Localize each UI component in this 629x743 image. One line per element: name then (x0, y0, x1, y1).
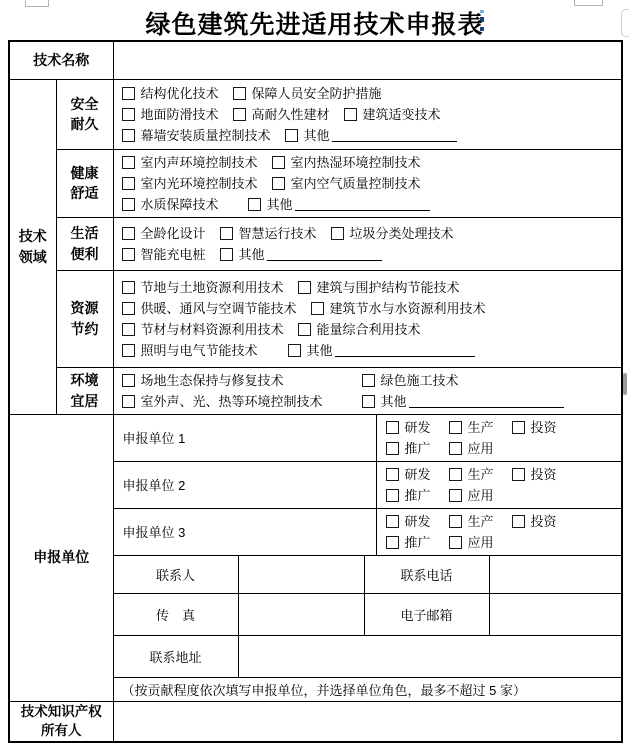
category-label-resource-saving: 资源 节约 (56, 270, 113, 367)
checkbox-icon[interactable] (122, 87, 135, 100)
checkbox-icon[interactable] (449, 442, 462, 455)
checkbox-label: 推广 (404, 534, 431, 550)
checkbox-label: 室内光环境控制技术 (140, 175, 258, 191)
checkbox-option[interactable] (122, 391, 348, 412)
category-row-environment (9, 367, 622, 414)
checkbox-option[interactable] (449, 485, 494, 506)
checkbox-option[interactable] (386, 417, 431, 438)
checkbox-option[interactable] (272, 152, 421, 173)
checkbox-icon[interactable] (233, 87, 246, 100)
checkbox-option[interactable] (386, 464, 431, 485)
category-row-resource (9, 270, 622, 367)
checkbox-icon[interactable] (449, 468, 462, 481)
checkbox-label: 垃圾分类处理技术 (349, 225, 454, 241)
checkbox-label: 供暖、通风与空调节能技术 (140, 300, 297, 316)
checkbox-option[interactable] (122, 152, 258, 173)
checkbox-icon[interactable] (386, 442, 399, 455)
checkbox-option[interactable] (386, 532, 431, 553)
unit-2-name-cell[interactable]: 申报单位 2 (113, 461, 376, 508)
checkbox-icon[interactable] (233, 108, 246, 121)
checkbox-option[interactable] (512, 511, 557, 532)
checkbox-icon[interactable] (122, 302, 135, 315)
checkbox-option[interactable] (512, 417, 557, 438)
checkbox-label: 推广 (404, 487, 431, 503)
checkbox-icon[interactable] (449, 515, 462, 528)
checkbox-label: 应用 (467, 534, 494, 550)
checkbox-label: 研发 (404, 513, 431, 529)
checkbox-option[interactable] (386, 511, 431, 532)
checkbox-label: 节材与材料资源利用技术 (140, 321, 284, 337)
units-label: 申报单位 (9, 414, 113, 701)
checkbox-label: 地面防滑技术 (140, 106, 219, 122)
checkbox-label: 研发 (404, 466, 431, 482)
unit-3-roles-cell (376, 508, 622, 555)
category-label-health-comfort: 健康 舒适 (56, 149, 113, 217)
checkbox-label: 研发 (404, 419, 431, 435)
checkbox-label: 其他 (306, 342, 333, 358)
checkbox-icon[interactable] (122, 344, 135, 357)
checkbox-icon[interactable] (122, 129, 135, 142)
checkbox-label: 投资 (530, 419, 557, 435)
checkbox-icon[interactable] (512, 421, 525, 434)
checkbox-label: 场地生态保持与修复技术 (140, 372, 284, 388)
checkbox-label: 室内声环境控制技术 (140, 154, 258, 170)
fill-in-blank[interactable] (267, 247, 382, 261)
checkbox-icon[interactable] (449, 421, 462, 434)
contact-phone-label: 联系电话 (364, 555, 489, 593)
category-options-environment (113, 367, 622, 414)
category-options-convenience (113, 217, 622, 270)
checkbox-option[interactable] (233, 104, 330, 125)
checkbox-option[interactable] (122, 125, 271, 146)
checkbox-option[interactable] (344, 104, 441, 125)
checkbox-label: 建筑适变技术 (362, 106, 441, 122)
checkbox-icon[interactable] (344, 108, 357, 121)
unit-1-roles-cell (376, 414, 622, 461)
checkbox-option[interactable] (512, 464, 557, 485)
checkbox-label: 能量综合利用技术 (316, 321, 421, 337)
checkbox-option-other[interactable] (362, 391, 564, 412)
category-options-safety (113, 79, 622, 149)
page-title: 绿色建筑先进适用技术申报表 (145, 11, 484, 39)
checkbox-label: 室外声、光、热等环境控制技术 (140, 393, 323, 409)
checkbox-label: 建筑与围护结构节能技术 (316, 279, 460, 295)
checkbox-label: 全龄化设计 (140, 225, 206, 241)
address-value-cell[interactable] (238, 635, 622, 677)
category-options-health (113, 149, 622, 217)
checkbox-option-other[interactable] (220, 244, 382, 265)
checkbox-option[interactable] (122, 370, 348, 391)
checkbox-label: 应用 (467, 440, 494, 456)
category-row-safety (9, 79, 622, 149)
checkbox-icon[interactable] (272, 177, 285, 190)
fill-in-blank[interactable] (295, 197, 430, 211)
checkbox-icon[interactable] (122, 395, 135, 408)
checkbox-option[interactable] (220, 223, 317, 244)
scrollbar-thumb[interactable] (623, 373, 627, 395)
checkbox-icon[interactable] (272, 156, 285, 169)
checkbox-icon[interactable] (386, 421, 399, 434)
checkbox-option[interactable] (331, 223, 454, 244)
checkbox-icon[interactable] (449, 489, 462, 502)
checkbox-label: 投资 (530, 513, 557, 529)
checkbox-option[interactable] (449, 464, 494, 485)
checkbox-option[interactable] (122, 194, 234, 215)
checkbox-icon[interactable] (298, 281, 311, 294)
checkbox-icon[interactable] (311, 302, 324, 315)
checkbox-label: 其他 (238, 246, 265, 262)
fill-in-blank[interactable] (332, 128, 457, 142)
checkbox-option[interactable] (386, 438, 431, 459)
checkbox-option[interactable] (449, 417, 494, 438)
application-form-table (8, 40, 623, 743)
checkbox-option[interactable] (298, 277, 460, 298)
email-label: 电子邮箱 (364, 593, 489, 635)
ip-owner-value-cell[interactable] (113, 701, 622, 742)
checkbox-icon[interactable] (122, 198, 135, 211)
checkbox-label: 水质保障技术 (140, 196, 219, 212)
checkbox-label: 高耐久性建材 (251, 106, 330, 122)
checkbox-label: 生产 (467, 419, 494, 435)
checkbox-option[interactable] (122, 173, 258, 194)
checkbox-label: 其他 (380, 393, 407, 409)
domain-label: 技术 领域 (9, 79, 56, 414)
checkbox-option[interactable] (122, 83, 219, 104)
email-value-cell[interactable] (489, 593, 622, 635)
checkbox-label: 推广 (404, 440, 431, 456)
checkbox-label: 智慧运行技术 (238, 225, 317, 241)
checkbox-label: 照明与电气节能技术 (140, 342, 258, 358)
checkbox-option-other[interactable] (288, 340, 475, 361)
checkbox-icon[interactable] (386, 468, 399, 481)
category-label-life-convenience: 生活 便利 (56, 217, 113, 270)
tech-name-value-cell[interactable] (113, 41, 622, 79)
checkbox-label: 生产 (467, 466, 494, 482)
checkbox-icon[interactable] (220, 227, 233, 240)
checkbox-label: 应用 (467, 487, 494, 503)
fill-in-blank[interactable] (335, 343, 475, 357)
checkbox-icon[interactable] (122, 227, 135, 240)
unit-1-row (9, 414, 622, 461)
fax-label: 传 真 (113, 593, 238, 635)
category-label-safety-durability: 安全 耐久 (56, 79, 113, 149)
checkbox-label: 节地与土地资源利用技术 (140, 279, 284, 295)
unit-2-roles-cell (376, 461, 622, 508)
contact-person-label: 联系人 (113, 555, 238, 593)
checkbox-label: 保障人员安全防护措施 (251, 85, 382, 101)
checkbox-icon[interactable] (362, 374, 375, 387)
checkbox-option[interactable] (311, 298, 486, 319)
unit-3-name-cell[interactable]: 申报单位 3 (113, 508, 376, 555)
checkbox-label: 绿色施工技术 (380, 372, 459, 388)
checkbox-option[interactable] (122, 319, 284, 340)
checkbox-label: 室内热湿环境控制技术 (290, 154, 421, 170)
fill-in-blank[interactable] (409, 394, 564, 408)
ip-owner-row (9, 701, 622, 742)
category-row-convenience (9, 217, 622, 270)
checkbox-label: 其他 (303, 127, 330, 143)
checkbox-option[interactable] (122, 340, 274, 361)
checkbox-icon[interactable] (248, 198, 261, 211)
checkbox-icon[interactable] (122, 374, 135, 387)
checkbox-option[interactable] (122, 298, 297, 319)
checkbox-option[interactable] (122, 223, 206, 244)
checkbox-icon[interactable] (122, 108, 135, 121)
checkbox-label: 建筑节水与水资源利用技术 (329, 300, 486, 316)
checkbox-icon[interactable] (449, 536, 462, 549)
checkbox-option[interactable] (362, 370, 459, 391)
checkbox-icon[interactable] (122, 248, 135, 261)
checkbox-label: 结构优化技术 (140, 85, 219, 101)
checkbox-option[interactable] (449, 438, 494, 459)
checkbox-icon[interactable] (122, 281, 135, 294)
checkbox-icon[interactable] (331, 227, 344, 240)
category-row-health (9, 149, 622, 217)
checkbox-option[interactable] (272, 173, 421, 194)
unit-1-name-cell[interactable]: 申报单位 1 (113, 414, 376, 461)
contact-person-value-cell[interactable] (238, 555, 364, 593)
checkbox-option[interactable] (449, 511, 494, 532)
checkbox-label: 其他 (266, 196, 293, 212)
checkbox-option[interactable] (449, 532, 494, 553)
checkbox-icon[interactable] (288, 344, 301, 357)
checkbox-option[interactable] (122, 244, 206, 265)
checkbox-icon[interactable] (386, 515, 399, 528)
checkbox-icon[interactable] (285, 129, 298, 142)
checkbox-icon[interactable] (122, 156, 135, 169)
checkbox-option[interactable] (233, 83, 382, 104)
checkbox-icon[interactable] (362, 395, 375, 408)
checkbox-icon[interactable] (122, 177, 135, 190)
checkbox-icon[interactable] (386, 489, 399, 502)
category-label-environment-livability: 环境 宜居 (56, 367, 113, 414)
checkbox-label: 室内空气质量控制技术 (290, 175, 421, 191)
contact-phone-value-cell[interactable] (489, 555, 622, 593)
checkbox-icon[interactable] (512, 515, 525, 528)
checkbox-option-other[interactable] (285, 125, 457, 146)
checkbox-option[interactable] (122, 277, 284, 298)
address-label: 联系地址 (113, 635, 238, 677)
units-note: （按贡献程度依次填写申报单位，并选择单位角色，最多不超过 5 家） (113, 677, 622, 701)
checkbox-option[interactable] (122, 104, 219, 125)
fax-value-cell[interactable] (238, 593, 364, 635)
checkbox-icon[interactable] (386, 536, 399, 549)
checkbox-label: 幕墙安装质量控制技术 (140, 127, 271, 143)
checkbox-option[interactable] (298, 319, 421, 340)
ip-owner-label: 技术知识产权 所有人 (9, 701, 113, 742)
checkbox-label: 智能充电桩 (140, 246, 206, 262)
checkbox-icon[interactable] (220, 248, 233, 261)
checkbox-option-other[interactable] (248, 194, 430, 215)
checkbox-label: 生产 (467, 513, 494, 529)
tech-name-row (9, 41, 622, 79)
checkbox-icon[interactable] (512, 468, 525, 481)
tech-name-label: 技术名称 (9, 41, 113, 79)
category-options-resource (113, 270, 622, 367)
checkbox-icon[interactable] (122, 323, 135, 336)
checkbox-option[interactable] (386, 485, 431, 506)
checkbox-icon[interactable] (298, 323, 311, 336)
checkbox-label: 投资 (530, 466, 557, 482)
